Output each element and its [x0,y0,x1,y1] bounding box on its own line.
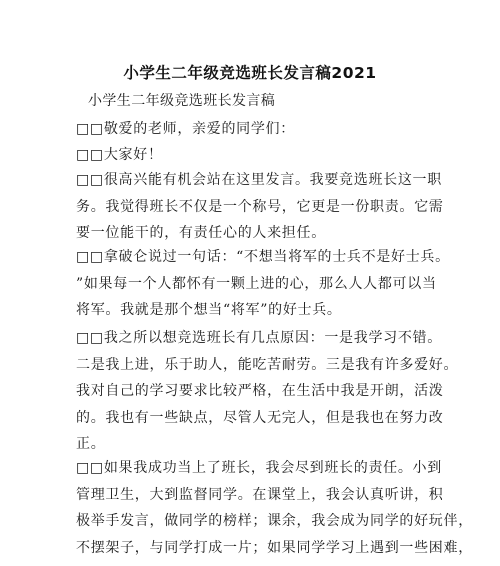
text-line: 将军。我就是那个想当“将军”的好士兵。 [76,302,342,318]
text-line: 极举手发言，做同学的榜样；课余，我会成为同学的好玩伴， [76,513,473,529]
text-line: □□敬爱的老师，亲爱的同学们： [76,121,295,137]
paragraph-reasons [76,325,459,458]
text-line: □□拿破仑说过一句话：“不想当将军的士兵不是好士兵。 [76,249,450,265]
text-line: 管理卫生，大到监督同学。在课堂上，我会认真听讲，积 [76,486,444,503]
paragraph-commitment [76,455,473,561]
paragraph-greeting [76,116,432,143]
text-line: □□我之所以想竞选班长有几点原因：一是我学习不错。 [76,330,442,346]
document-title: 小学生二年级竞选班长发言稿2021 [123,64,377,82]
text-line: □□如果我成功当上了班长，我会尽到班长的责任。小到 [76,460,442,476]
paragraph-hello [76,142,432,169]
paragraph-napoleon-quote [76,244,450,324]
text-line: ”如果每一个人都怀有一颗上进的心，那么人人都可以当 [76,275,437,292]
text-line: 正。 [76,436,106,452]
text-line: 的。我也有一些缺点，尽管人无完人，但是我也在努力改 [76,409,444,426]
text-line: 二是我上进，乐于助人，能吃苦耐劳。三是我有许多爱好。 [76,356,459,373]
text-line: □□很高兴能有机会站在这里发言。我要竞选班长这一职 [76,172,442,188]
text-line: 务。我觉得班长不仅是一个称号，它更是一份职责。它需 [76,198,444,215]
text-line: 我对自己的学习要求比较严格，在生活中我是开朗，活泼 [76,383,444,399]
text-line: 要一位能干的，有责任心的人来担任。 [76,225,326,241]
text-line: □□大家好！ [76,147,163,163]
text-line: 不摆架子，与同学打成一片；如果同学学习上遇到一些困难， [76,539,473,556]
paragraph-intro [76,167,444,247]
document-subtitle: 小学生二年级竞选班长发言稿 [88,93,276,109]
